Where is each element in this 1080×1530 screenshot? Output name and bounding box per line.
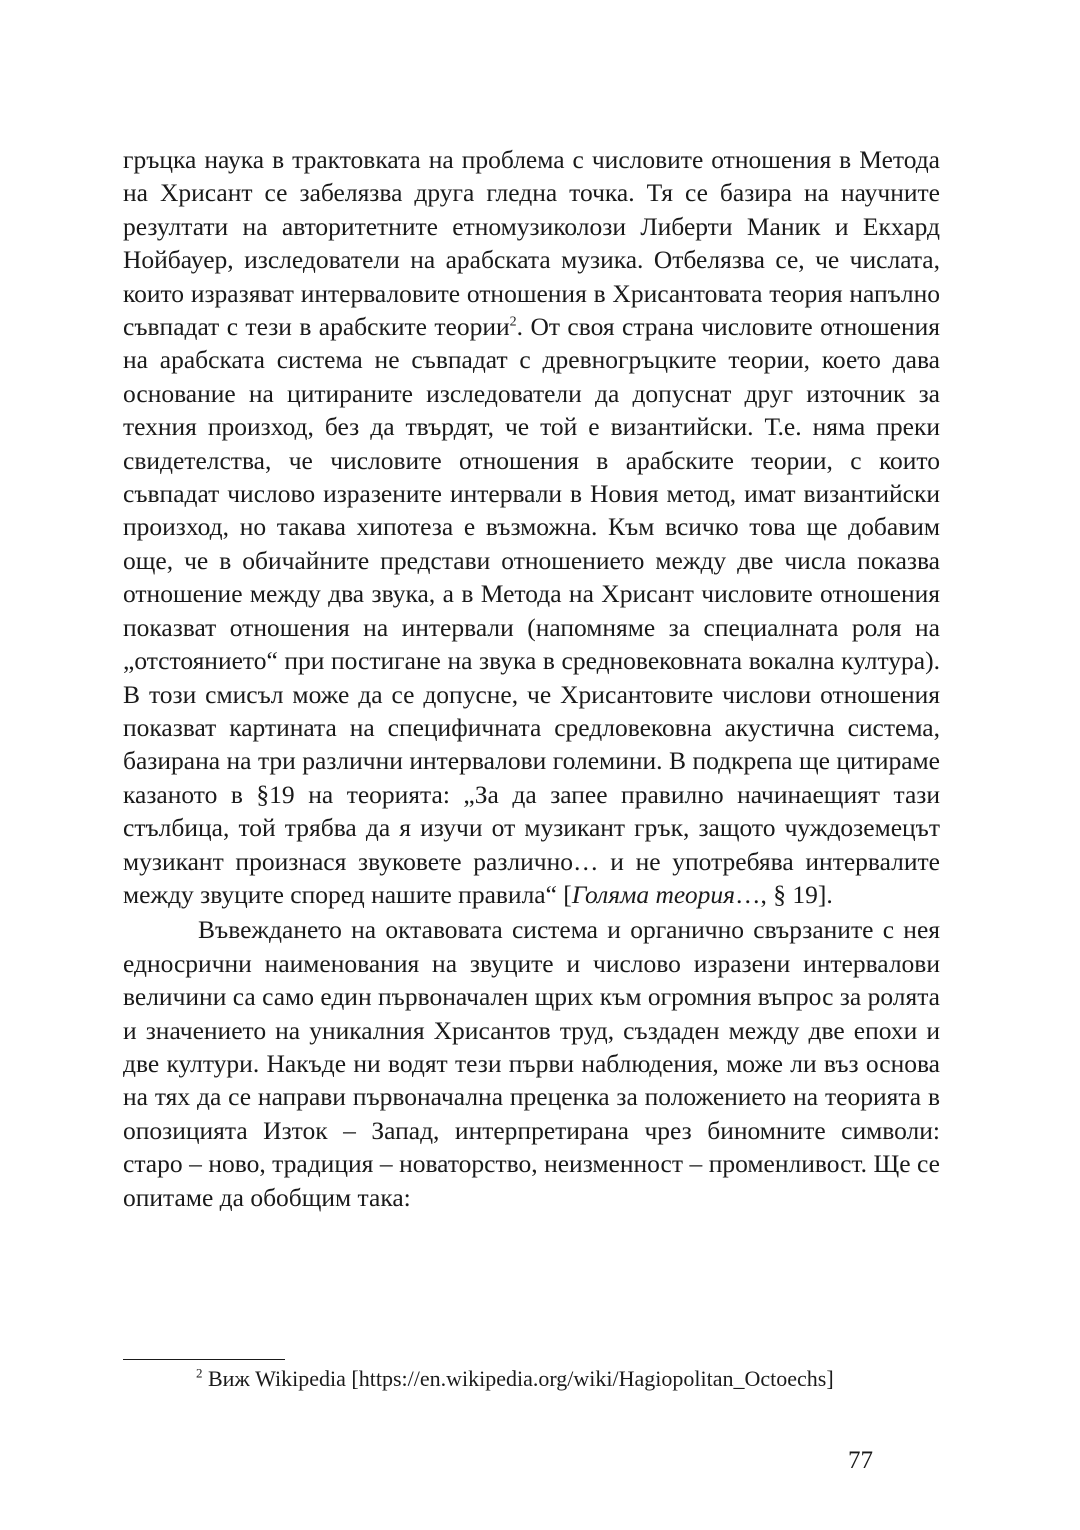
paragraph-1 [123,143,940,911]
paragraph-1-text-c: …, § 19]. [735,879,833,909]
page-number: 77 [848,1447,873,1474]
footnote [123,1364,940,1394]
footnote-number: 2 [196,1365,203,1381]
footnote-divider [123,1359,285,1360]
paragraph-1-text-b: . От своя страна числовите отношения на арабската система не съвпадат с древногръцките теории, което дава основание на цитираните изследователи да допуснат друг източник за техния произход, без да твърдят, че той е византийски. Т.е. няма преки свидетелства, че числовите отношения в арабските теории, с които съвпадат числово изразените интервали в Новия метод, имат византийски произход, но такава хипотеза е възможна. Към всичко това ще добавим още, че в обичайните представи отношението между две числа показва отношение между два звука, а в Метода на Хрисант числовите отношения показват отношения на интервали (напомняме за специалната роля на „отстоянието“ при постигане на звука в средновековната вокална култура). В този смисъл може да се допусне, че Хрисантовите числови отношения показват картината на специфичната средловековна акустична система, базирана на три различни интервалови големини. В подкрепа ще цитираме казаното в §19 на теорията: „За да запее правилно начинаещият тази стълбица, той трябва да я изучи от музикант грък, защото чуждоземецът музикант произнася звуковете различно… и не употребява интервалите между звуците според нашите правила“ [ [123,312,940,909]
citation-title: Голяма теория [571,879,735,909]
paragraph-1-text-a: гръцка наука в трактовката на проблема с числовите отношения в Метода на Хрисант се забелязва друга гледна точка. Тя се базира на научните резултати на авторитетните етномузиколози Либерти Маник и Екхард Нойбауер, изследователи на арабската музика. Отбелязва се, че числата, които изразяват интерваловите отношения в Хрисантовата теория напълно съвпадат с тези в арабските теории [123,145,940,342]
paragraph-2: Въвеждането на октавовата система и органично свързаните с нея едносрични наименования на звуците и числово изразени интервалови величини са само един първоначален щрих към огромния въпрос за ролята и значението на уникалния Хрисантов труд, създаден между две епохи и две култури. Накъде ни водят тези първи наблюдения, може ли въз основа на тях да се направи първоначална преценка за положението на теорията в опозицията Изток – Запад, интерпретирана чрез биномните символи: старо – ново, традиция – новаторство, неизменност – променливост. Ще се опитаме да обобщим така: [123,915,940,1212]
page-body [123,143,940,1214]
footnote-reference[interactable]: 2 [509,314,517,330]
footnote-text: Виж Wikipedia [https://en.wikipedia.org/wiki/Hagiopolitan_Octoechs] [202,1366,834,1391]
